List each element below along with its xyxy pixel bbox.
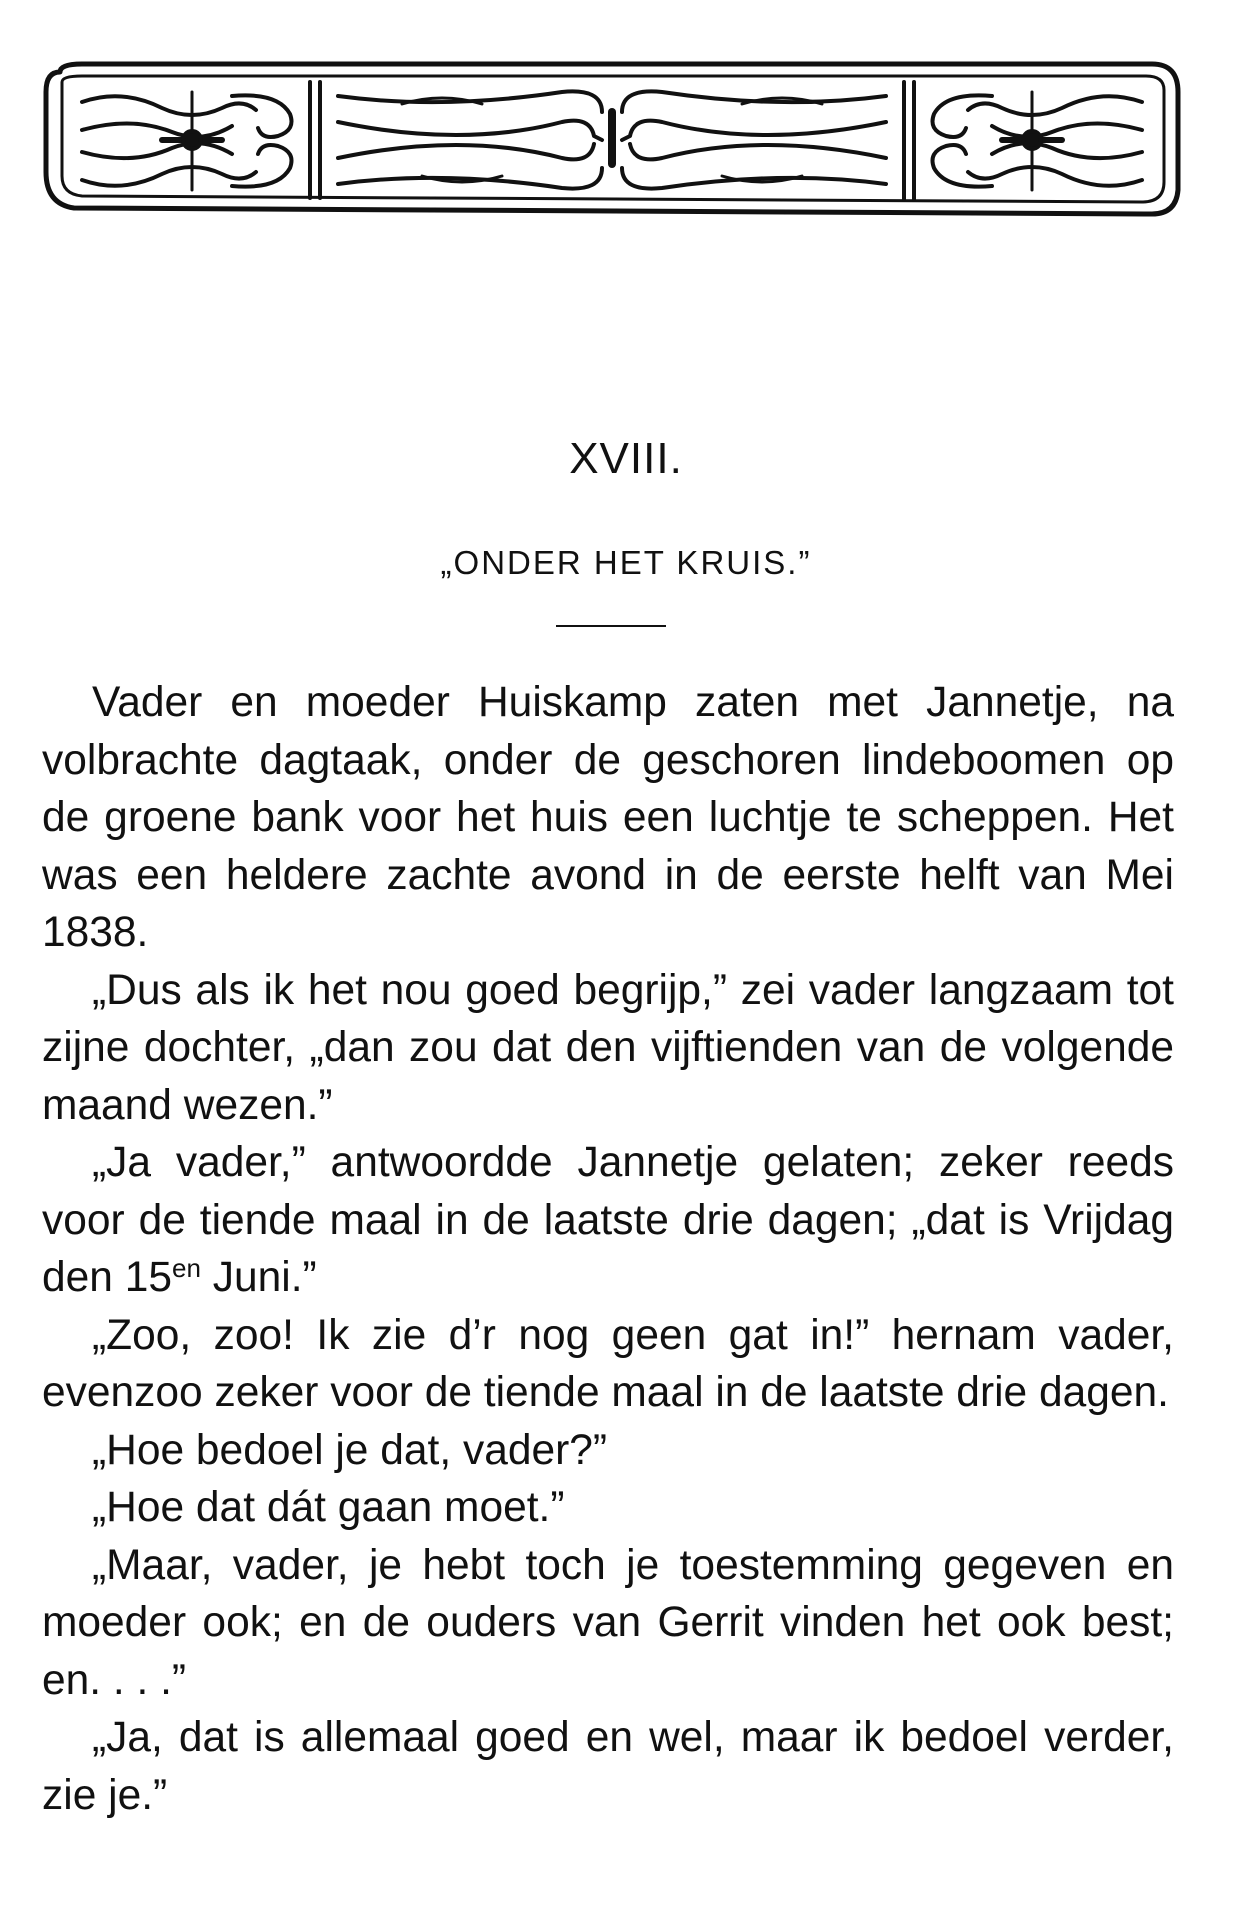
title-rule: [556, 625, 666, 627]
paragraph: „Dus als ik het nou goed begrijp,” zei vader langzaam tot zijne dochter, „dan zou dat den vijftienden van de volgende maand wezen.”: [42, 966, 1174, 1129]
paragraph: „Hoe bedoel je dat, vader?”: [92, 1426, 608, 1474]
paragraph: Vader en moeder Huiskamp zaten met Jannetje, na volbrachte dagtaak, onder de geschoren lindeboomen op de groene bank voor het huis een luchtje te scheppen. Het was een heldere zachte avond in de eerste helft van Mei 1838.: [42, 679, 1174, 956]
paragraph: [42, 1134, 1174, 1307]
paragraph: „Hoe dat dát gaan moet.”: [92, 1484, 565, 1531]
superscript-suffix: en: [172, 1253, 201, 1283]
chapter-title: „ONDER HET KRUIS.”: [440, 544, 812, 581]
paragraph: „Maar, vader, je hebt toch je toestemming gegeven en moeder ook; en de ouders van Gerrit vinden het ook best; en. . . .”: [42, 1541, 1174, 1704]
paragraph-text-before: „Ja vader,” antwoordde Jannetje gelaten; zeker reeds voor de tiende maal in de laatste drie dagen; „dat is Vrijdag den 15: [42, 1139, 1174, 1301]
paragraph: „Zoo, zoo! Ik zie d’r nog geen gat in!” hernam vader, evenzoo zeker voor de tiende maal in de laatste drie dagen.: [42, 1311, 1174, 1416]
paragraph: „Ja, dat is allemaal goed en wel, maar ik bedoel verder, zie je.”: [42, 1714, 1174, 1819]
ornament-graphic: [42, 52, 1182, 222]
chapter-body: [42, 674, 1174, 1824]
chapter-number: XVIII.: [569, 434, 683, 483]
paragraph-text-after: Juni.”: [200, 1254, 317, 1301]
ornamental-header-band: [42, 52, 1182, 222]
